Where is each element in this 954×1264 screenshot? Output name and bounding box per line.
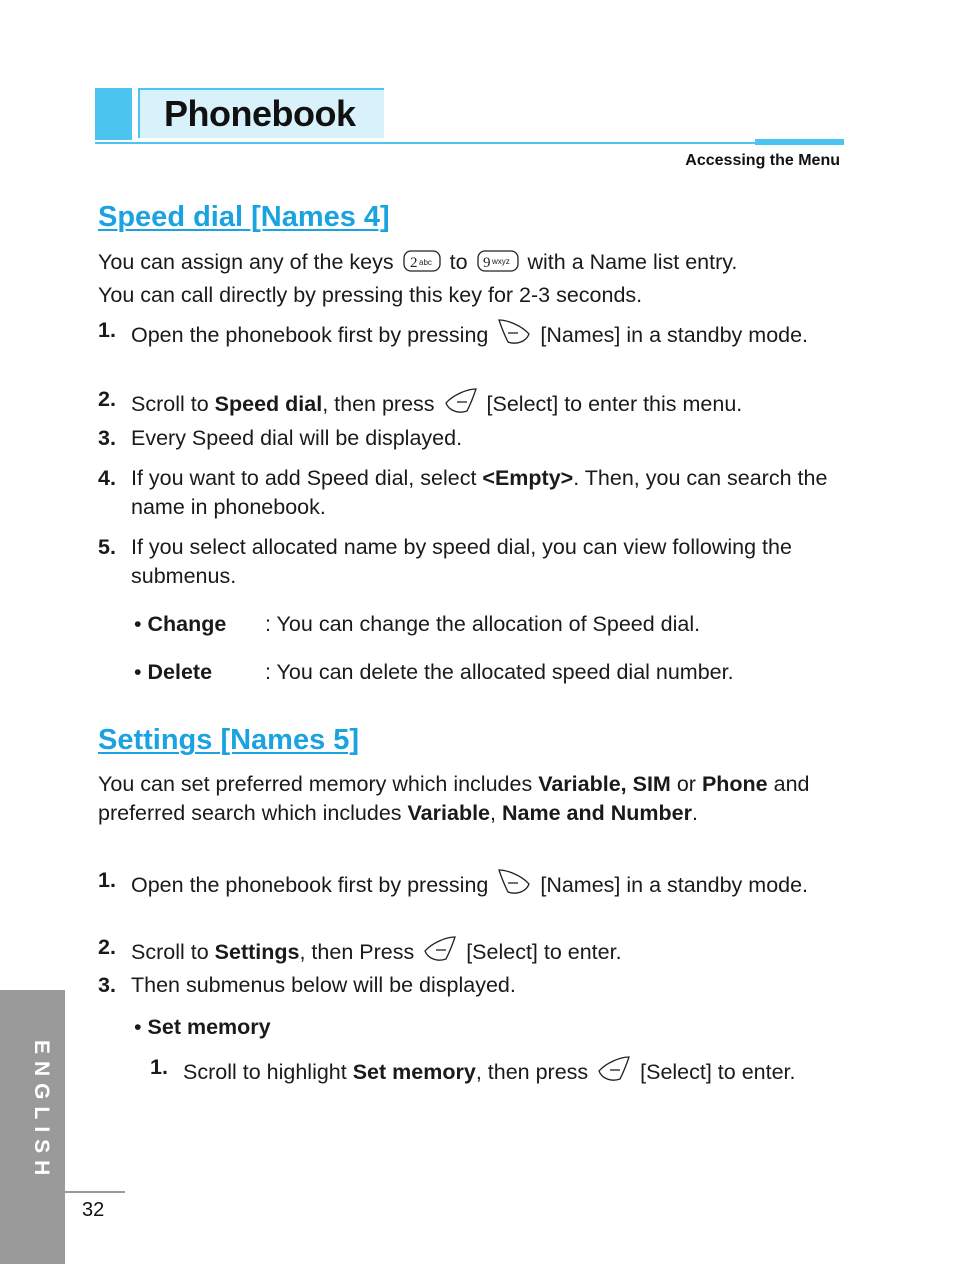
right-soft-key-icon [494,316,534,354]
step-number: 2. [98,935,116,959]
intro-text: You can set preferred memory which includes [98,772,533,796]
option-label: Delete [147,660,213,684]
step-text: Scroll to highlight [183,1060,347,1084]
step-text-tail: [Names] in a standby mode. [540,323,809,347]
speed-dial-step-2 [98,385,843,423]
step-bold: <Empty> [482,466,574,490]
svg-text:2: 2 [409,255,418,271]
step-text: Open the phonebook first by pressing [131,873,489,897]
step-number: 1. [98,318,116,342]
option-label: Change [147,612,227,636]
step-text: Every Speed dial will be displayed. [131,426,463,450]
speed-dial-heading: Speed dial [Names 4] [98,201,390,233]
step-text: Open the phonebook first by pressing [131,323,489,347]
svg-text:9: 9 [482,255,491,271]
settings-intro [98,770,818,828]
settings-step-2 [98,933,843,971]
bullet-dot: • [134,1015,142,1039]
intro-text-to: to [449,250,468,274]
option-desc: : You can change the allocation of Speed dial. [265,612,701,636]
intro-bold: Variable, SIM [538,772,671,796]
header-accent-block [95,88,132,140]
step-text-mid: , then press [475,1060,589,1084]
step-number: 3. [98,973,116,997]
speed-dial-step-3 [98,424,843,453]
intro-text: You can assign any of the keys [98,250,394,274]
header-rule-tab [755,139,844,145]
intro-text: or [676,772,696,796]
language-label: ENGLISH [30,1040,53,1183]
step-text-mid: , then press [322,392,435,416]
step-text: Scroll to [131,392,209,416]
step-text: Then submenus below will be displayed. [131,973,516,997]
step-text-tail: [Names] in a standby mode. [540,873,809,897]
option-change [134,610,701,639]
step-text-tail: [Select] to enter. [466,940,622,964]
bullet-dot: • [134,612,142,636]
step-text-mid: , then Press [299,940,415,964]
9wxyz-key-icon [474,249,522,281]
svg-text:wxyz: wxyz [491,257,510,266]
speed-dial-step-1 [98,316,843,354]
intro-bold: Variable [407,801,491,825]
settings-step-1 [98,866,843,904]
speed-dial-step-5 [98,533,843,591]
step-number: 3. [98,426,116,450]
step-number: 1. [98,868,116,892]
right-soft-key-icon [494,866,534,904]
step-text: If you want to add Speed dial, select [131,466,477,490]
page-number-rule [65,1191,125,1193]
page-title: Phonebook [164,93,356,134]
speed-dial-intro [98,248,843,310]
section-subtitle: Accessing the Menu [685,152,840,169]
step-number: 2. [98,387,116,411]
step-number: 1. [150,1055,168,1079]
page-number: 32 [82,1199,105,1221]
intro-text: , [490,801,496,825]
submenu-set-memory [134,1013,271,1042]
step-text-tail: [Select] to enter. [640,1060,796,1084]
left-soft-key-icon [594,1053,634,1091]
step-text-tail: [Select] to enter this menu. [486,392,743,416]
step-bold: Set memory [352,1060,476,1084]
2abc-key-icon [400,249,444,281]
header-rule [95,142,844,144]
step-number: 5. [98,535,116,559]
settings-step-3 [98,971,843,1000]
step-bold: Settings [214,940,300,964]
svg-text:abc: abc [418,258,432,267]
step-text: Scroll to [131,940,209,964]
left-soft-key-icon [441,385,481,423]
speed-dial-step-4 [98,464,843,522]
intro-text-tail: with a Name list entry. [527,250,738,274]
intro-bold: Name and Number [501,801,692,825]
option-desc: : You can delete the allocated speed dial number. [265,660,734,684]
step-number: 4. [98,466,116,490]
settings-heading: Settings [Names 5] [98,724,360,756]
bullet-dot: • [134,660,142,684]
step-text: If you select allocated name by speed dial, you can view following the submenus. [131,535,792,588]
step-bold: Speed dial [214,392,323,416]
intro-bold: Phone [701,772,768,796]
intro-text: . [691,801,698,825]
intro-line-2: You can call directly by pressing this key for 2-3 seconds. [98,283,643,307]
set-memory-step-1 [150,1053,830,1091]
intro-text: and preferred search which includes [98,772,810,825]
submenu-label: Set memory [147,1015,271,1039]
option-delete [134,658,734,687]
step-text-tail: . Then, you can search the name in phonebook. [131,466,828,519]
left-soft-key-icon [420,933,460,971]
